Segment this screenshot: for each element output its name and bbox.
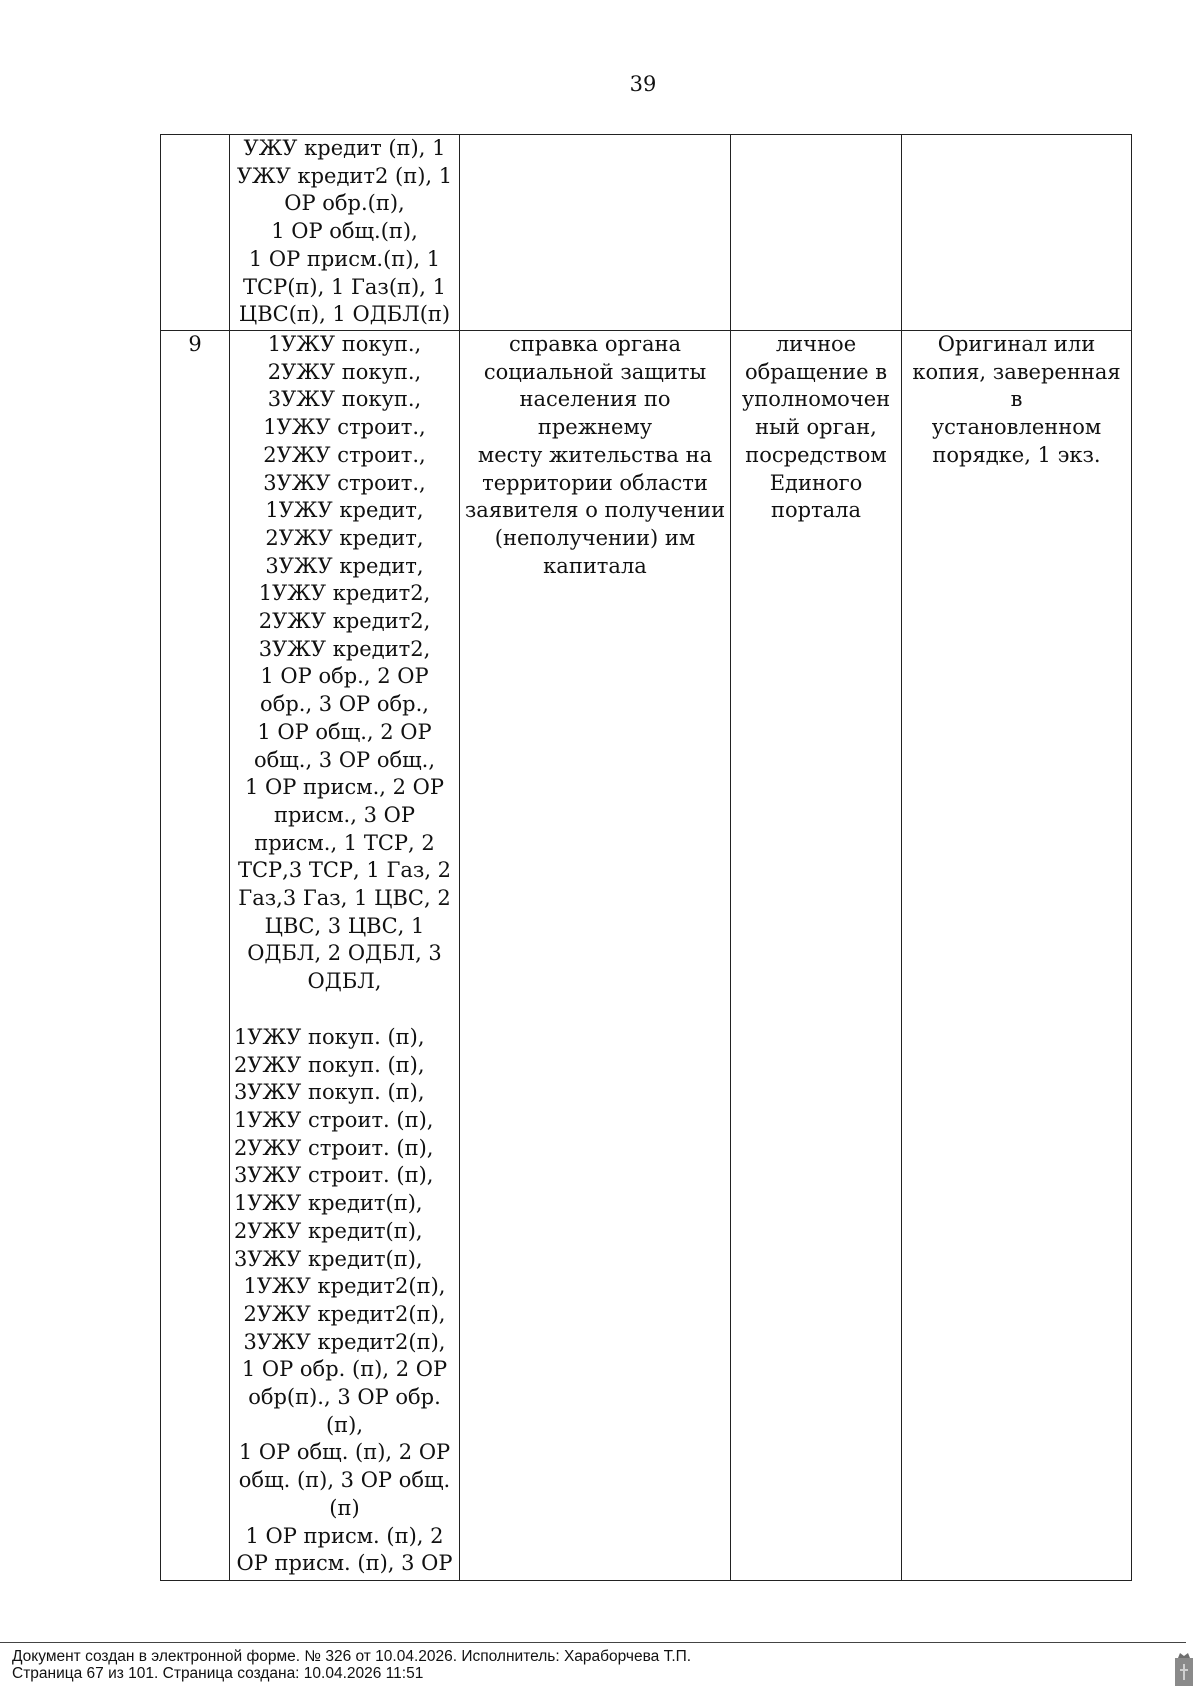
- codes-spacer: [234, 996, 455, 1024]
- cell-document-name: справка органа социальной защиты населения по прежнему месту жительства на территории области заявителя о получении (неполучении) им капитала: [460, 331, 731, 1581]
- cell-number: 9: [161, 331, 230, 1581]
- document-table: [160, 134, 1132, 1581]
- footer-line-2: Страница 67 из 101. Страница создана: 10.04.2026 11:51: [12, 1665, 424, 1682]
- cell-submission-method: личное обращение в уполномочен ный орган, посредством Единого портала: [731, 331, 902, 1581]
- codes-list-repeat-tail: 1УЖУ кредит2(п), 2УЖУ кредит2(п), 3УЖУ кредит2(п), 1 ОР обр. (п), 2 ОР обр(п)., 3 ОР обр. (п), 1 ОР общ. (п), 2 ОР общ. (п), 3 ОР общ. (п) 1 ОР присм. (п), 2 ОР присм. (п), 3 ОР: [236, 1274, 453, 1576]
- table-row: [161, 135, 1132, 331]
- codes-list-repeat: 1УЖУ покуп. (п), 2УЖУ покуп. (п), 3УЖУ покуп. (п), 1УЖУ строит. (п), 2УЖУ строит. (п), 3УЖУ строит. (п), 1УЖУ кредит(п), 2УЖУ кредит(п), 3УЖУ кредит(п),: [234, 1024, 434, 1271]
- cell-number: [161, 135, 230, 331]
- coat-of-arms-icon: [1172, 1652, 1196, 1688]
- cell-category-codes: УЖУ кредит (п), 1 УЖУ кредит2 (п), 1 ОР обр.(п), 1 ОР общ.(п), 1 ОР присм.(п), 1 ТСР(п), 1 Газ(п), 1 ЦВС(п), 1 ОДБЛ(п): [230, 135, 460, 331]
- footer-divider: [0, 1642, 1186, 1643]
- page-number: 39: [629, 72, 657, 96]
- cell-submission-method: [731, 135, 902, 331]
- footer-line-1: Документ создан в электронной форме. № 326 от 10.04.2026. Исполнитель: Хараборчева Т.П.: [12, 1648, 692, 1665]
- table-row: [161, 331, 1132, 1581]
- cell-document-form: Оригинал или копия, заверенная в установленном порядке, 1 экз.: [902, 331, 1132, 1581]
- cell-document-form: [902, 135, 1132, 331]
- footer: [12, 1648, 691, 1682]
- codes-list-primary: 1УЖУ покуп., 2УЖУ покуп., 3УЖУ покуп., 1УЖУ строит., 2УЖУ строит., 3УЖУ строит., 1УЖУ кредит, 2УЖУ кредит, 3УЖУ кредит, 1УЖУ кредит2, 2УЖУ кредит2, 3УЖУ кредит2, 1 ОР обр., 2 ОР обр., 3 ОР обр., 1 ОР общ., 2 ОР общ., 3 ОР общ., 1 ОР присм., 2 ОР присм., 3 ОР присм., 1 ТСР, 2 ТСР,3 ТСР, 1 Газ, 2 Газ,3 Газ, 1 ЦВС, 2 ЦВС, 3 ЦВС, 1 ОДБЛ, 2 ОДБЛ, 3 ОДБЛ,: [237, 332, 452, 994]
- cell-category-codes: [230, 331, 460, 1581]
- cell-document-name: [460, 135, 731, 331]
